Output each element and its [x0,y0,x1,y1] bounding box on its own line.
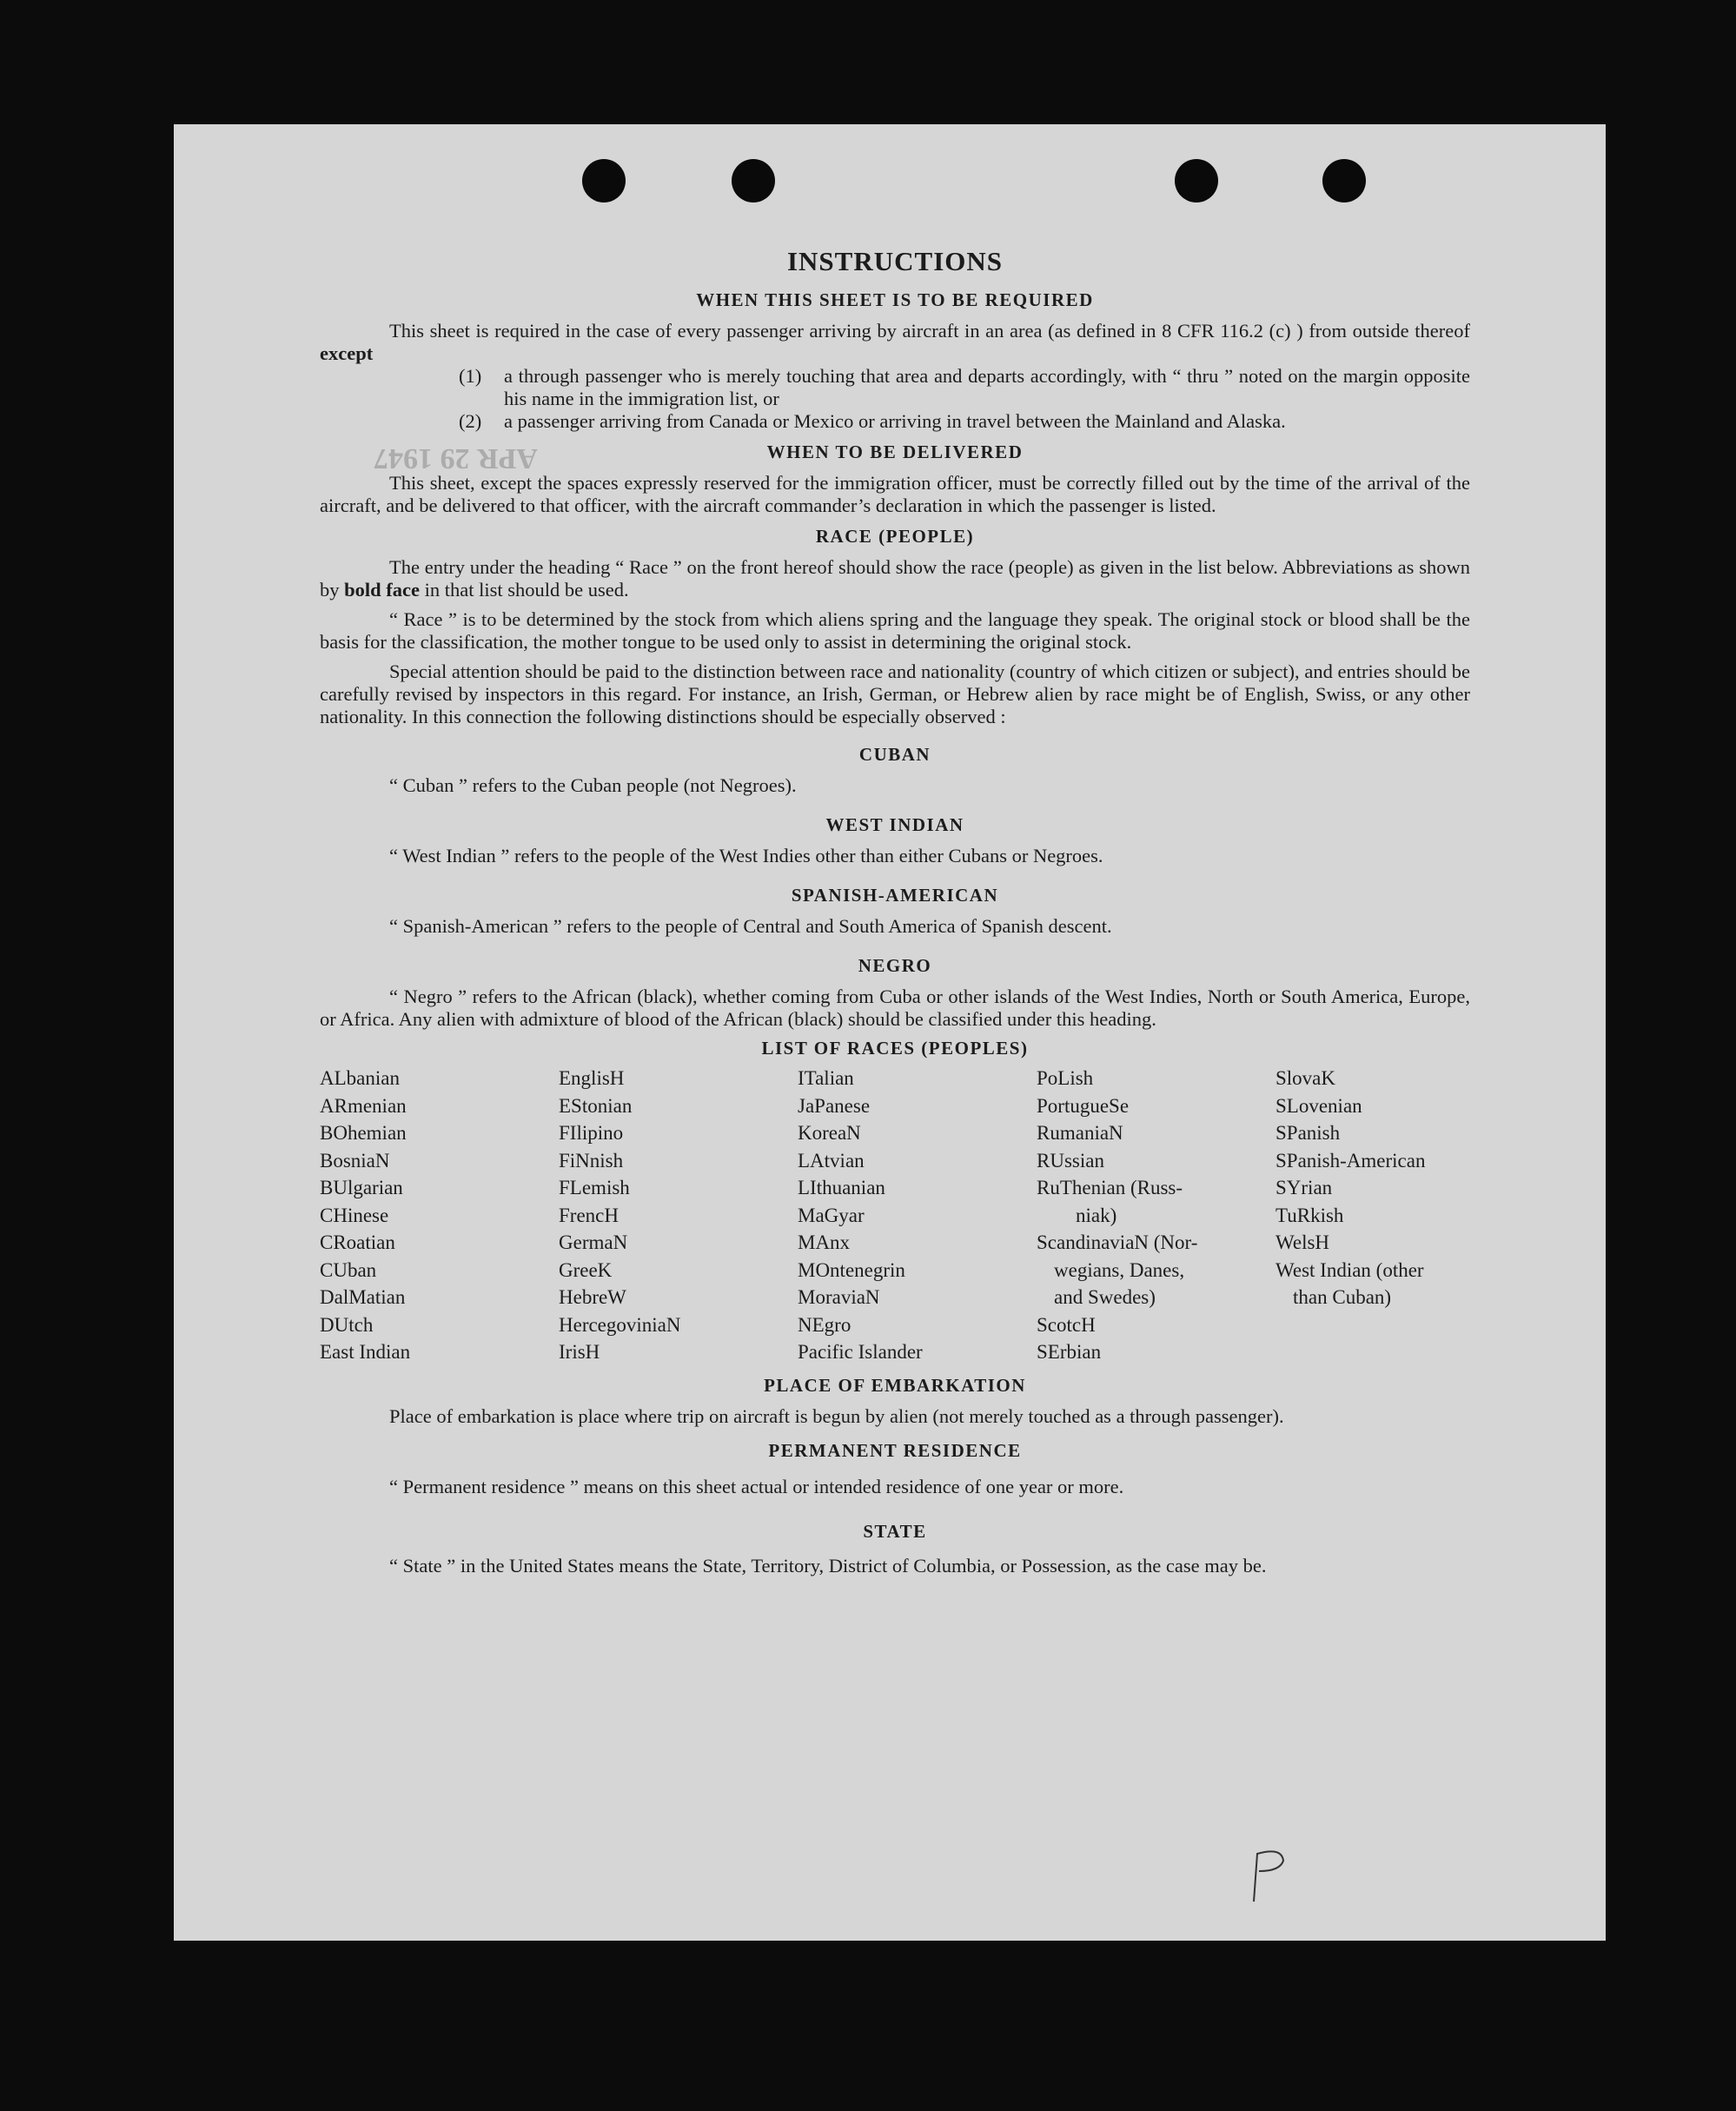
heading-cuban: CUBAN [858,744,931,765]
race-item: SlovaK [1275,1067,1335,1089]
race-item: Pacific Islander [798,1341,923,1363]
race-item: TuRkish [1275,1204,1344,1226]
heading-state: STATE [863,1520,927,1542]
punch-hole-2 [732,159,775,202]
race-item: CUban [320,1258,377,1281]
race-paragraph-3: Special attention should be paid to the distinction between race and nationality (country of which citizen or subject), and entries should be carefully revised by inspectors in this regard. For instance, an Irish, German, or Hebrew alien by race might be of English, Swiss, or any other nationality. In this connection the following distinctions should be especially observed : [320,661,1470,727]
races-column-4-group-f [1037,1311,1275,1366]
race-item: ScotcH [1037,1313,1096,1336]
race-item: SErbian [1037,1341,1102,1363]
heading-delivered: WHEN TO BE DELIVERED [766,441,1024,462]
races-list [320,1065,1470,1366]
race-p1-a: The entry under the heading “ Race ” on the front hereof should show the race (people) as given in the list below. Abbreviations as shown by [320,556,1470,601]
race-item: CHinese [320,1204,389,1226]
punch-hole-3 [1175,159,1218,202]
race-item: MaGyar [798,1204,865,1226]
race-p1-b: in that list should be used. [424,579,629,601]
races-column-5 [1275,1065,1470,1366]
punch-hole-4 [1322,159,1366,202]
race-item: WelsH [1275,1231,1330,1253]
race-item: GreeK [559,1258,613,1281]
item-number: (2) [459,410,482,432]
race-item: SPanish [1275,1122,1341,1144]
race-p1-bold: bold face [344,579,420,601]
date-stamp: APR 29 1947 [374,442,538,475]
page-title: INSTRUCTIONS [786,246,1003,276]
race-item: MOntenegrin [798,1258,905,1281]
state-definition: “ State ” in the United States means the State, Territory, District of Columbia, or Possession, as the case may be. [389,1554,1267,1577]
race-item: BOhemian [320,1122,407,1144]
item-number: (1) [459,365,482,387]
delivered-text: This sheet, except the spaces expressly reserved for the immigration officer, must be correctly filled out by the time of the arrival of the aircraft, and be delivered to that officer, with the aircraft commander’s declaration in which the passenger is listed. [320,472,1470,516]
race-item: ITalian [798,1067,854,1089]
heading-residence: PERMANENT RESIDENCE [768,1439,1022,1461]
embarkation-text: Place of embarkation is place where trip on aircraft is begun by alien (not merely touched as a through passenger). [389,1404,1284,1427]
races-column-1 [320,1065,559,1366]
race-item: MoraviaN [798,1286,880,1308]
race-item: JaPanese [798,1094,871,1117]
heading-required: WHEN THIS SHEET IS TO BE REQUIRED [696,289,1094,310]
race-item: BUlgarian [320,1177,403,1198]
race-item: RuThenian (Russ- [1037,1177,1183,1198]
race-item: DalMatian [320,1286,406,1308]
race-item: ALbanian [320,1067,400,1089]
race-item: RumaniaN [1037,1122,1123,1144]
punch-hole-1 [582,159,626,202]
race-item: BosniaN [320,1149,390,1172]
required-intro [320,320,1470,365]
required-intro-text: This sheet is required in the case of every passenger arriving by aircraft in an area (as defined in 8 CFR 116.2 (c) ) from outside thereof [389,320,1470,342]
race-item: SPanish-American [1275,1149,1426,1172]
race-item: FrencH [559,1204,619,1226]
negro-definition: “ Negro ” refers to the African (black), whether coming from Cuba or other islands of the West Indies, North or South America, Europe, or Africa. Any alien with admixture of blood of the African (black) should be classified under this heading. [320,986,1470,1030]
race-item: CRoatian [320,1231,395,1253]
race-item: KoreaN [798,1122,861,1144]
heading-negro: NEGRO [858,955,932,976]
race-item: EStonian [559,1094,633,1117]
race-item: SLovenian [1275,1094,1362,1117]
races-column-4-group-a [1037,1065,1275,1202]
race-paragraph-2: “ Race ” is to be determined by the stock from which aliens spring and the language they speak. The original stock or blood shall be the basis for the classification, the mother tongue to be used only to assist in determining the original stock. [320,608,1470,653]
races-column-4 [1037,1065,1275,1366]
pen-mark [1247,1845,1299,1906]
races-column-3 [798,1065,1037,1366]
race-item: HebreW [559,1286,626,1308]
required-item-1 [459,365,1470,410]
race-item: PoLish [1037,1067,1094,1089]
heading-list-of-races: LIST OF RACES (PEOPLES) [761,1038,1029,1059]
race-item: MAnx [798,1231,851,1253]
races-column-2 [559,1065,798,1366]
race-item: LIthuanian [798,1177,885,1198]
heading-embarkation: PLACE OF EMBARKATION [764,1374,1026,1396]
race-item: East Indian [320,1341,411,1363]
race-item: wegians, Danes, [1054,1258,1185,1281]
residence-definition: “ Permanent residence ” means on this sheet actual or intended residence of one year or more. [389,1475,1124,1497]
race-item: niak) [1076,1204,1117,1226]
heading-west-indian: WEST INDIAN [825,814,964,835]
races-column-5-group-a [1275,1065,1470,1284]
race-item: IrisH [559,1341,600,1363]
race-item: than Cuban) [1293,1286,1392,1308]
race-item: FiNnish [559,1149,624,1172]
race-item: ScandinaviaN (Nor- [1037,1231,1198,1253]
spanish-american-definition: “ Spanish-American ” refers to the people of Central and South America of Spanish descent. [389,915,1112,937]
race-item: and Swedes) [1054,1286,1156,1308]
race-item: NEgro [798,1313,851,1336]
heading-spanish-american: SPANISH-AMERICAN [791,885,999,906]
race-paragraph-1 [320,556,1470,601]
item-text: a passenger arriving from Canada or Mexico or arriving in travel between the Mainland and Alaska. [504,410,1286,432]
item-text: a through passenger who is merely touching that area and departs accordingly, with “ thru ” noted on the margin opposite his name in the immigration list, or [504,365,1470,409]
race-item: PortugueSe [1037,1094,1130,1117]
west-indian-definition: “ West Indian ” refers to the people of the West Indies other than either Cubans or Negroes. [389,845,1103,866]
race-item: HercegoviniaN [559,1313,681,1336]
race-item: FLemish [559,1177,630,1198]
race-item: DUtch [320,1313,374,1336]
race-item: West Indian (other [1275,1258,1424,1281]
race-item: GermaN [559,1231,628,1253]
heading-race: RACE (PEOPLE) [815,526,975,547]
race-item: SYrian [1275,1177,1333,1198]
race-item: FIlipino [559,1122,624,1144]
required-intro-bold: except [320,342,374,364]
race-item: LAtvian [798,1149,865,1172]
required-item-2 [459,410,1470,433]
race-item: EnglisH [559,1067,625,1089]
document-sheet [174,124,1606,1941]
cuban-definition: “ Cuban ” refers to the Cuban people (not Negroes). [389,774,797,796]
instructions-content [320,246,1470,1577]
race-item: ARmenian [320,1094,407,1117]
race-item: RUssian [1037,1149,1104,1172]
